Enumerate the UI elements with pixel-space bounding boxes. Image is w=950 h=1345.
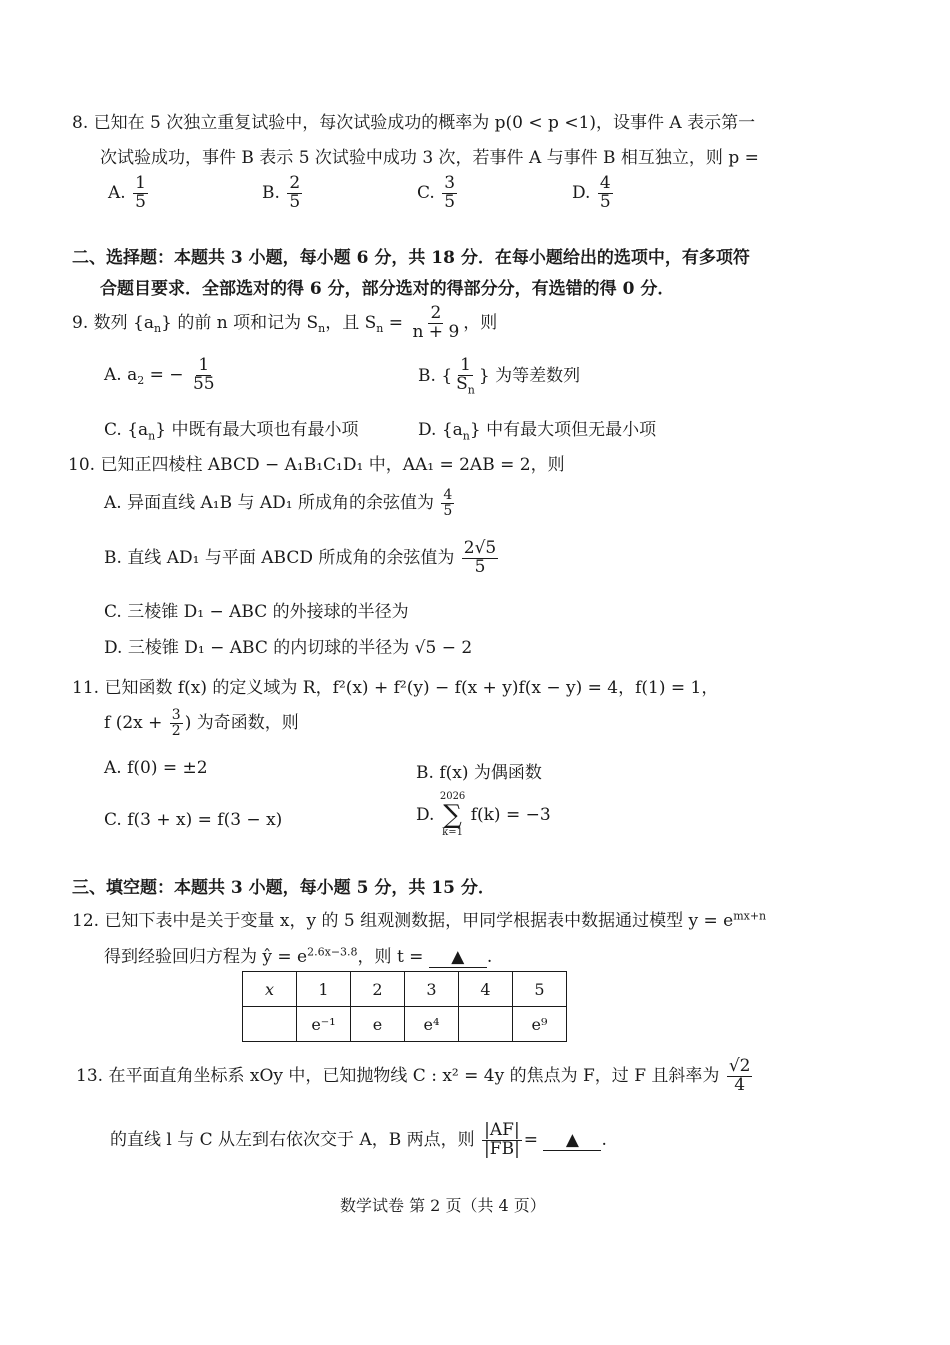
q12-stem-text: ，则 t = (357, 947, 424, 967)
q10-stem (68, 450, 565, 475)
q13-stem-text: 的直线 l 与 C 从左到右依次交于 A，B 两点，则 (110, 1129, 475, 1150)
option-text: f(0) = ±2 (127, 758, 208, 778)
fraction-denominator: 5 (444, 191, 456, 212)
table-cell (459, 1007, 513, 1042)
fraction-numerator: 1 (198, 355, 210, 375)
fraction-denominator: 55 (192, 373, 215, 394)
table-cell: 1 (297, 972, 351, 1007)
q9-stem (72, 305, 497, 342)
subscript: n (462, 429, 470, 443)
fraction-denominator: 5 (474, 556, 486, 577)
fraction-denominator: 5 (443, 503, 453, 519)
math-text: { (441, 365, 453, 386)
q8-number: 8. (72, 113, 89, 133)
fraction-numerator: 4 (599, 173, 611, 193)
superscript: mx+n (733, 909, 767, 923)
fraction-denominator: 4 (734, 1074, 746, 1095)
table-cell: 4 (459, 972, 513, 1007)
math-text: } 为等差数列 (478, 365, 581, 386)
q9-stem-part: 数列 {a (93, 312, 154, 333)
section2-heading-line1: 二、选择题：本题共 3 小题，每小题 6 分，共 18 分．在每小题给出的选项中，有多项符 (72, 248, 750, 268)
option-label: D. (104, 638, 123, 658)
q10-option-d (104, 633, 472, 658)
option-text: f(k) = −3 (470, 805, 551, 825)
fraction-numerator: 2√5 (463, 538, 497, 558)
fraction-denominator: n + 9 (412, 321, 460, 342)
q11-stem-line1 (72, 673, 718, 698)
fraction-numerator: 1 (135, 173, 146, 193)
fraction-numerator: √2 (728, 1056, 751, 1076)
math-text: } 中既有最大项也有最小项 (155, 420, 359, 440)
option-label: C. (104, 810, 122, 830)
summation-lower: k=1 (442, 827, 463, 838)
q8-option-a (108, 175, 150, 212)
option-label: D. (418, 420, 437, 440)
option-label: B. (262, 182, 280, 203)
q13-stem-text: = (523, 1129, 539, 1150)
q8-option-b (262, 175, 304, 212)
section3-heading: 三、填空题：本题共 3 小题，每小题 5 分，共 15 分． (72, 878, 495, 898)
triangle-marker-icon: ▲ (451, 947, 465, 967)
q10-stem-text: 已知正四棱柱 ABCD − A₁B₁C₁D₁ 中，AA₁ = 2AB = 2，则 (100, 455, 565, 475)
q9-option-a (104, 357, 219, 394)
table-cell: e⁻¹ (297, 1007, 351, 1042)
table-row (243, 1007, 567, 1042)
option-text: 三棱锥 D₁ − ABC 的外接球的半径为 (127, 602, 409, 622)
option-label: C. (417, 182, 435, 203)
fraction-denominator: 5 (289, 191, 301, 212)
option-label: D. (572, 182, 591, 203)
q11-option-d (416, 792, 551, 838)
q12-line1 (72, 906, 766, 931)
option-label: A. (104, 364, 122, 385)
subscript: n (467, 383, 475, 397)
option-label: D. (416, 805, 435, 825)
q13-stem-text: . (601, 1129, 607, 1150)
q12-data-table (242, 971, 567, 1042)
table-cell: e (351, 1007, 405, 1042)
subscript: n (318, 322, 326, 336)
q9-option-c (104, 415, 359, 442)
table-cell: e⁴ (405, 1007, 459, 1042)
q11-stem-text: 已知函数 f(x) 的定义域为 R，f²(x) + f²(y) − f(x + y)f(x − y) = 4，f(1) = 1， (104, 678, 719, 698)
option-label: C. (104, 602, 122, 622)
math-text: {a (127, 420, 149, 440)
subscript: n (376, 322, 384, 336)
subscript: 2 (137, 374, 145, 388)
table-cell: 2 (351, 972, 405, 1007)
option-label: A. (104, 758, 122, 778)
q12-number: 12. (72, 911, 100, 931)
section2-heading-line2: 合题目要求．全部选对的得 6 分，部分选对的得部分分，有选错的得 0 分． (100, 279, 675, 299)
summation-upper: 2026 (439, 791, 466, 802)
answer-blank[interactable] (429, 947, 487, 968)
fraction-denominator: 5 (135, 191, 146, 212)
fraction-numerator: 2 (289, 173, 301, 193)
subscript: n (148, 429, 156, 443)
fraction-denominator: 5 (599, 191, 611, 212)
fraction-numerator: 3 (171, 707, 181, 724)
q9-option-d (418, 415, 656, 442)
option-text: 三棱锥 D₁ − ABC 的内切球的半径为 √5 − 2 (127, 638, 473, 658)
option-text: 直线 AD₁ 与平面 ABCD 所成角的余弦值为 (127, 547, 455, 568)
option-label: B. (104, 547, 122, 568)
subscript: n (154, 322, 162, 336)
triangle-marker-icon: ▲ (565, 1129, 579, 1150)
q10-number: 10. (68, 455, 96, 475)
q8-option-d (572, 175, 615, 212)
q9-stem-part: = (383, 312, 404, 333)
q13-stem-text: 在平面直角坐标系 xOy 中，已知抛物线 C : x² = 4y 的焦点为 F，过 F 且斜率为 (108, 1065, 720, 1086)
fraction-numerator: |AF| (484, 1120, 520, 1140)
math-text: f (2x + (104, 713, 163, 733)
q13-line2 (110, 1122, 607, 1159)
q11-stem-line2 (104, 708, 299, 739)
answer-blank[interactable] (543, 1130, 601, 1151)
table-row (243, 972, 567, 1007)
table-cell: 5 (513, 972, 567, 1007)
q8-stem-line2: 次试验成功，事件 B 表示 5 次试验中成功 3 次，若事件 A 与事件 B 相互独立，则 p = (100, 148, 759, 168)
option-label: A. (108, 182, 126, 203)
q8-option-c (417, 175, 459, 212)
q12-stem-text: . (486, 947, 493, 967)
fraction-denominator: |FB| (484, 1138, 520, 1159)
q12-line2 (104, 942, 492, 968)
fraction-numerator: 1 (460, 355, 471, 375)
q12-stem-text: 已知下表中是关于变量 x，y 的 5 组观测数据，甲同学根据表中数据通过模型 y = e (104, 911, 734, 931)
q12-stem-text: 得到经验回归方程为 ŷ = e (104, 947, 308, 967)
option-label: C. (104, 420, 122, 440)
option-text: 异面直线 A₁B 与 AD₁ 所成角的余弦值为 (127, 493, 435, 513)
math-text: a (127, 364, 138, 385)
q10-option-a (104, 488, 456, 519)
fraction-denominator: S (456, 373, 468, 394)
table-cell: x (243, 972, 297, 1007)
option-text: f(3 + x) = f(3 − x) (127, 810, 283, 830)
q11-number: 11. (72, 678, 100, 698)
q9-stem-part: } 的前 n 项和记为 S (161, 312, 319, 333)
math-text: } 中有最大项但无最小项 (469, 420, 657, 440)
q11-option-c (104, 810, 282, 830)
option-label: A. (104, 493, 122, 513)
summation-symbol (440, 792, 465, 838)
superscript: 2.6x−3.8 (307, 945, 358, 959)
table-cell: 3 (405, 972, 459, 1007)
q13-line1 (76, 1058, 754, 1095)
q9-stem-part: ，则 (463, 312, 498, 333)
sigma-glyph: ∑ (443, 800, 462, 830)
option-label: B. (416, 763, 434, 783)
fraction-numerator: 3 (444, 173, 456, 193)
fraction-denominator: 2 (171, 723, 181, 739)
q10-option-b (104, 540, 500, 577)
q11-option-a (104, 758, 208, 778)
fraction-numerator: 4 (443, 487, 453, 504)
page-footer: 数学试卷 第 2 页（共 4 页） (340, 1196, 546, 1215)
q9-stem-part: ，且 S (325, 312, 377, 333)
option-text: f(x) 为偶函数 (439, 763, 542, 783)
math-text: = − (144, 364, 184, 385)
q9-number: 9. (72, 312, 89, 333)
q11-option-b (416, 758, 542, 783)
q8-line1 (72, 108, 755, 133)
table-cell (243, 1007, 297, 1042)
option-label: B. (418, 365, 436, 386)
q10-option-c (104, 597, 409, 622)
math-text: {a (441, 420, 463, 440)
fraction-numerator: 2 (430, 303, 442, 323)
q8-stem-line1: 已知在 5 次独立重复试验中，每次试验成功的概率为 p(0 < p <1)，设事件 A 表示第一 (93, 113, 756, 133)
q9-option-b (418, 357, 580, 396)
table-cell: e⁹ (513, 1007, 567, 1042)
math-text: ) 为奇函数，则 (184, 713, 299, 733)
q13-number: 13. (76, 1065, 104, 1086)
